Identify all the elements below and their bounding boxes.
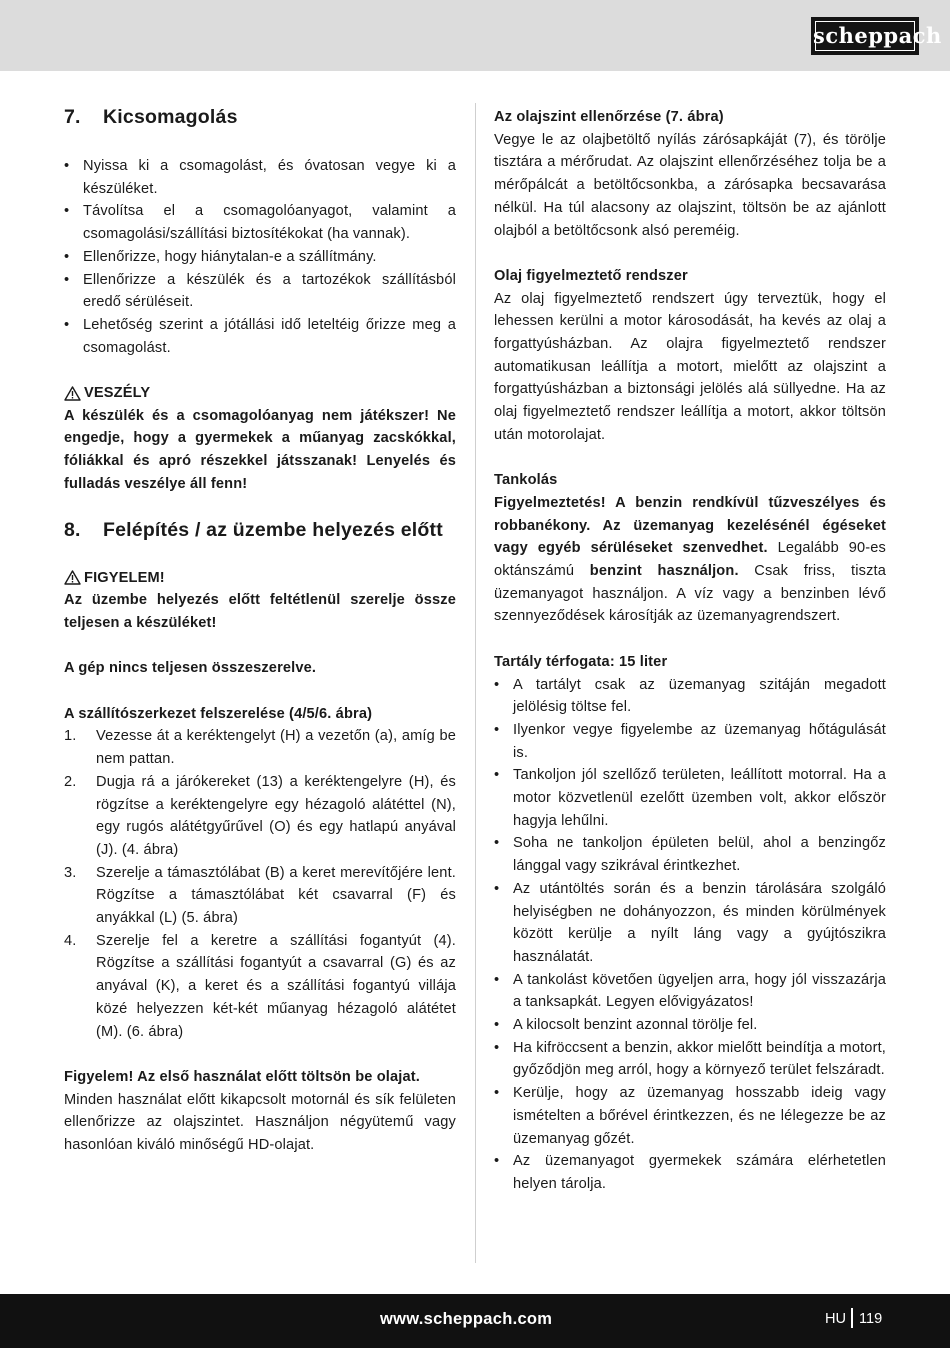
list-item: 1. Vezesse át a keréktengelyt (H) a vezetőn (a), amíg be nem pattan. [64,728,456,768]
section-7-heading [64,106,456,129]
section-number: 8. [64,518,81,541]
chassis-heading: A szállítószerkezet felszerelése (4/5/6. ábra) [64,705,373,722]
warning-triangle-icon [64,386,81,401]
header-bar [0,0,950,71]
first-use-text: Minden használat előtt kikapcsolt motornál és sík felületen ellenőrizze az olajszintet. Használjon négyütemű vagy hasonlóan kiváló minőségű HD-olajat. [64,1091,456,1154]
footer-bar [0,1294,950,1348]
section-number: 7. [64,106,81,128]
list-item: • Nyissa ki a csomagolást, és óvatosan vegye ki a készüléket. [64,155,456,200]
warning-triangle-icon [64,570,81,585]
left-column [64,106,456,1157]
list-item: • Soha ne tankoljon épületen belül, ahol a benzingőz lánggal vagy szikrával érintkezhet. [494,832,886,877]
column-divider [475,103,476,1263]
list-item: • Az üzemanyagot gyermekek számára elérhetetlen helyen tárolja. [494,1150,886,1195]
chassis-steps [64,725,456,1043]
list-item: • A kilocsolt benzint azonnal törölje fel. [494,1014,886,1037]
attention-text: Az üzembe helyezés előtt feltétlenül szerelje össze teljesen a készüléket! [64,592,456,631]
section-8-heading [64,519,456,542]
footer-separator [851,1308,853,1328]
oil-check-text: Vegye le az olajbetöltő nyílás zárósapkáját (7), és törölje tisztára a mérőrudat. Az olajszint ellenőrzéséhez tolja be a mérőpálcát a betöltőcsonkba, a zárósapka becsavarása nélkül. Ha túl alacsony az olajszint, töltsön be az ajánlott olajból a betöltőcsonk alsó pereméig. [494,131,886,239]
attention-title [64,567,456,590]
list-item: • Lehetőség szerint a jótállási idő leteltéig őrizze meg a csomagolást. [64,314,456,359]
attention-label: FIGYELEM! [84,569,165,586]
page-number: 119 [859,1311,883,1327]
unpacking-list [64,155,456,359]
list-item: 3. Szerelje a támasztólábat (B) a keret merevítőjére lent. Rögzítse a támasztólábat két csavarral (F) és anyákkal (L) (5. ábra) [64,864,456,927]
list-item: • Ha kifröccsent a benzin, akkor mielőtt beindítja a motort, győződjön meg arról, hogy a környező terület felszáradt. [494,1037,886,1082]
oil-warning-heading: Olaj figyelmeztető rendszer [494,267,688,284]
scheppach-logo: scheppach [811,17,919,55]
list-item: • Ilyenkor vegye figyelembe az üzemanyag hőtágulását is. [494,719,886,764]
tank-list [494,674,886,1196]
oil-check-heading: Az olajszint ellenőrzése (7. ábra) [494,109,724,125]
list-item: • Távolítsa el a csomagolóanyagot, valamint a csomagolási/szállítási biztosítékokat (ha vannak). [64,200,456,245]
section-title: Felépítés / az üzembe helyezés előtt [103,518,443,541]
oil-warning-text: Az olaj figyelmeztető rendszert úgy terveztük, hogy el lehessen kerülni a motor károsodását, ha kevés az olaj a forgattyúsházban. Az olajra figyelmeztető rendszer automatikusan leállítja a motort, mielőtt az olajszint a forgattyúsházban a biztonsági jelölés alá süllyedne. Ha az olaj figyelmeztető rendszer leállítja a motort, akkor töltsön után motorolajat. [494,290,886,443]
refuel-heading: Tankolás [494,472,558,489]
first-use-warning: Figyelem! Az első használat előtt töltsön be olajat. [64,1068,420,1085]
refuel-text: Figyelmeztetés! A benzin rendkívül tűzveszélyes és robbanékony. Az üzemanyag kezelésénél égéseket vagy egyéb sérüléseket szenvedhet. Legalább 90-es oktánszámú benzint használjon. Csak friss, tiszta üzemanyagot használjon. A víz vagy a benzinben lévő szennyeződések károsítják az üzemanyagrendszert. [494,494,886,625]
danger-text: A készülék és a csomagolóanyag nem játékszer! Ne engedje, hogy a gyermekek a műanyag zacskókkal, fóliákkal és apró részekkel játsszanak! Lenyelés és fulladás veszélye áll fenn! [64,407,456,492]
list-item: • A tankolást követően ügyeljen arra, hogy jól visszazárja a tanksapkát. Legyen elővigyázatos! [494,969,886,1014]
right-column [494,106,886,1196]
website-link[interactable]: www.scheppach.com [380,1310,553,1328]
list-item: • A tartályt csak az üzemanyag szitáján megadott jelölésig töltse fel. [494,674,886,719]
language-code: HU [825,1311,847,1327]
tank-heading: Tartály térfogata: 15 liter [494,653,668,670]
list-item: • Kerülje, hogy az üzemanyag hosszabb ideig vagy ismételten a bőrével érintkezzen, és ne lélegezze be az üzemanyag gőzét. [494,1082,886,1150]
list-item: 2. Dugja rá a járókereket (13) a keréktengelyre (H), és rögzítse a keréktengelyre egy hézagoló alátéttel (N), egy rugós alátétgyűrűvel (O) és egy hatlapú anyával (J). (4. ábra) [64,773,456,858]
section-title: Kicsomagolás [103,106,238,128]
not-assembled-note: A gép nincs teljesen összeszerelve. [64,660,317,677]
list-item: • Ellenőrizze, hogy hiánytalan-e a szállítmány. [64,246,456,269]
danger-label: VESZÉLY [84,385,151,402]
list-item: • Ellenőrizze a készülék és a tartozékok szállításból eredő sérüléseit. [64,269,456,314]
list-item: • Az utántöltés során és a benzin tárolására szolgáló helyiségben ne dohányozzon, és minden körülmények között kerülje a nyílt láng vagy a gyújtószikra használatát. [494,878,886,969]
list-item: • Tankoljon jól szellőző területen, leállított motorral. Ha a motor közvetlenül ezelőtt üzemben volt, akkor először hagyja lehűlni. [494,764,886,832]
danger-title [64,382,456,405]
list-item: 4. Szerelje fel a keretre a szállítási fogantyút (4). Rögzítse a szállítási fogantyút a csavarral (G) és az anyával (K), a keret és a szállítási fogantyú villája közé helyezzen két-két műanyag hézagoló alátétet (M). (6. ábra) [64,932,456,1040]
